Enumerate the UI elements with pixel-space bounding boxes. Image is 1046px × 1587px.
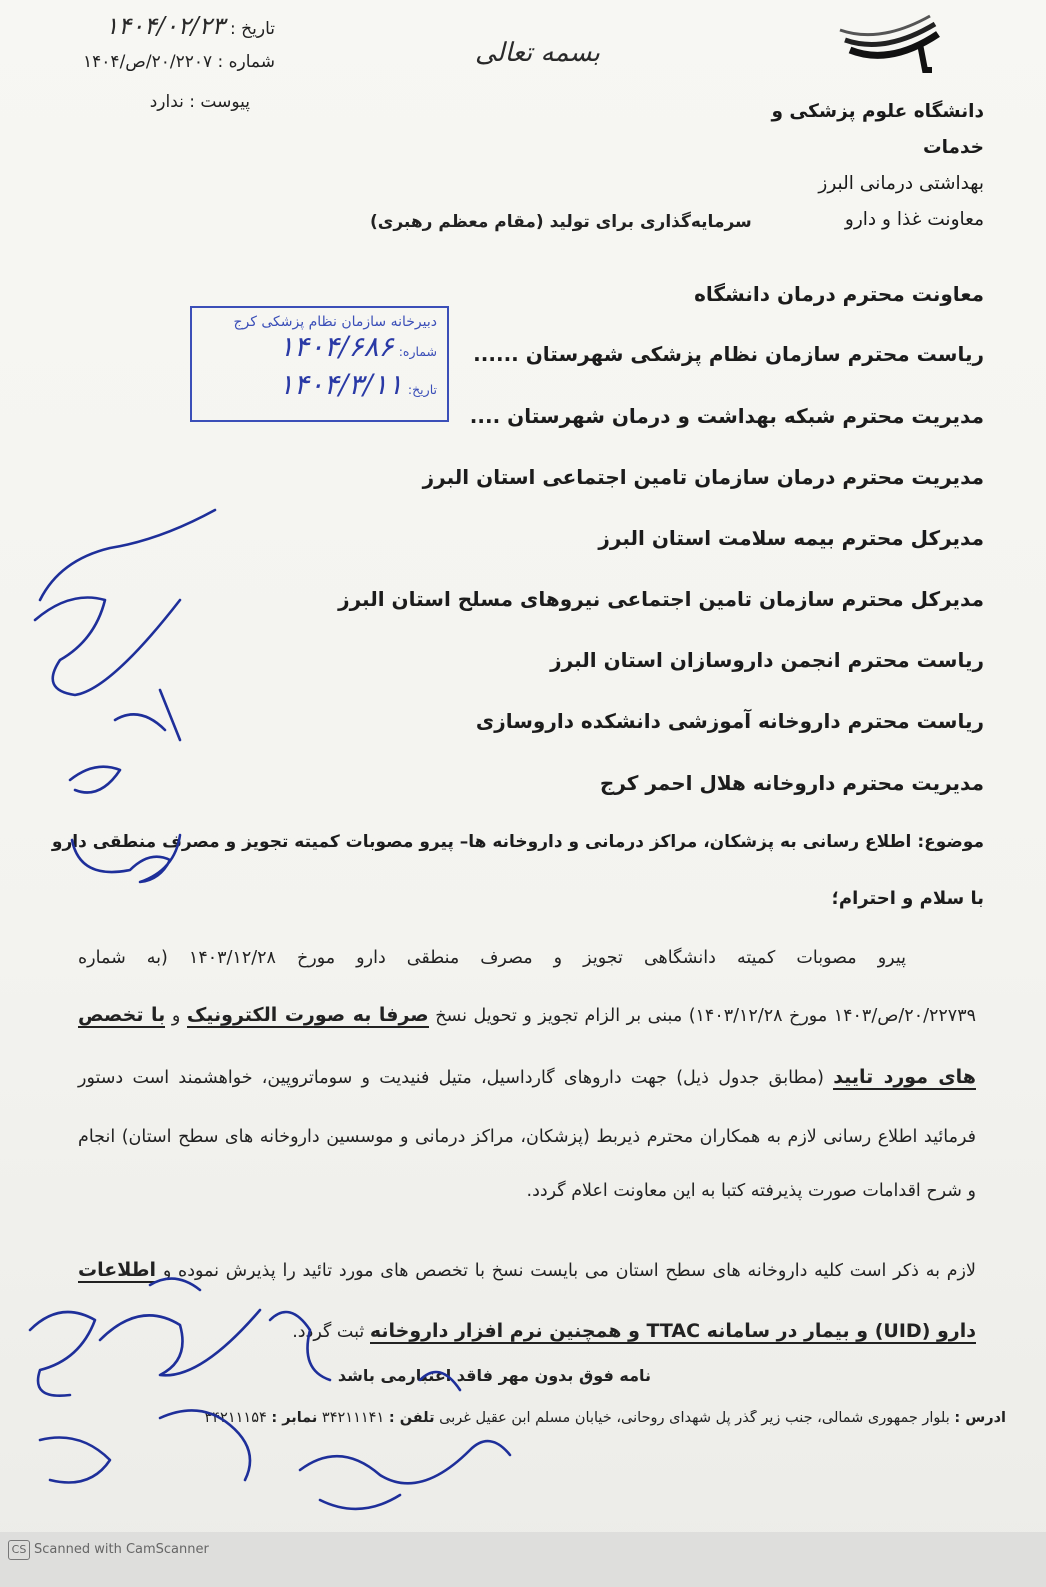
recipient-line: مدیریت محترم شبکه بهداشت و درمان شهرستان .... [469,404,984,428]
attachment-label: پیوست : [189,92,250,112]
subject-text: اطلاع رسانی به پزشکان، مراکز درمانی و داروخانه ها– پیرو مصوبات کمیته تجویز و مصرف منطقی دارو [51,832,912,852]
recipient-line: مدیریت محترم درمان سازمان تامین اجتماعی استان البرز [422,465,984,489]
org-line: دانشگاه علوم پزشکی و خدمات [771,101,984,158]
date-value: ۱۴۰۴/۰۲/۲۳ [105,12,225,40]
address-text: بلوار جمهوری شمالی، جنب زیر گذر پل شهدای روحانی، خیابان مسلم ابن عقیل غربی [439,1410,950,1426]
greeting: با سلام و احترام؛ [831,888,984,909]
date-label: تاریخ : [230,19,275,39]
recipient-line: ریاست محترم سازمان نظام پزشکی شهرستان ...... [473,342,984,366]
body1-emphasis: با تخصص [78,1004,166,1026]
validity-note: نامه فوق بدون مهر فاقد اعتبارمی باشد [337,1366,651,1385]
camscanner-logo-icon: CS [8,1540,30,1560]
address-label: آدرس : [954,1410,1006,1426]
body2-emphasis: اطلاعات [78,1259,157,1281]
body1-text: پیرو مصوبات کمیته دانشگاهی تجویز و مصرف منطقی دارو مورخ ۱۴۰۳/۱۲/۲۸ (به شماره [78,948,906,968]
body1-text: و شرح اقدامات صورت پذیرفته کتبا به این معاونت اعلام گردد. [526,1181,976,1201]
number-label: شماره : [217,52,275,72]
recipient-line: ریاست محترم داروخانه آموزشی دانشکده داروسازی [475,709,984,733]
body2-text: لازم به ذکر است کلیه داروخانه های سطح استان می بایست نسخ با تخصص های مورد تائید را پذیرش نموده و [162,1261,976,1281]
scanner-text: Scanned with CamScanner [34,1542,209,1557]
recipient-line: مدیرکل محترم سازمان تامین اجتماعی نیروهای مسلح استان البرز [338,587,984,611]
fax-label: نمابر : [271,1410,318,1426]
phone-label: تلفن : [388,1410,435,1426]
stamp-date-label: تاریخ: [407,382,437,397]
stamp-title: دبیرخانه سازمان نظام پزشکی کرج [233,314,437,330]
body1-emphasis: های مورد تایید [833,1066,976,1088]
body1-text: و [171,1006,181,1026]
recipient-line: معاونت محترم درمان دانشگاه [694,282,984,306]
body2-emphasis: دارو (UID) و بیمار در سامانه TTAC و همچنین نرم افزار داروخانه [369,1320,976,1342]
recipient-line: مدیرکل محترم بیمه سلامت استان البرز [598,526,984,550]
fax-value: ۳۴۲۱۱۱۵۴ [204,1410,267,1426]
slogan: سرمایه‌گذاری برای تولید (مقام معظم رهبری) [370,212,752,232]
scanner-watermark [8,1540,209,1560]
body1-text: ۲۰/۲۲۷۳۹/ص/۱۴۰۳ مورخ ۱۴۰۳/۱۲/۲۸) مبنی بر الزام تجویز و تحویل نسخ [435,1006,976,1026]
recipient-line: ریاست محترم انجمن داروسازان استان البرز [550,648,984,672]
invocation: بسمه تعالی [475,38,600,68]
org-line: معاونت غذا و دارو [844,209,984,230]
recipient-line: مدیریت محترم داروخانه هلال احمر کرج [599,771,984,795]
attachment-value: ندارد [149,92,184,112]
org-line: بهداشتی درمانی البرز [818,173,984,194]
subject-label: موضوع: [917,832,984,852]
stamp-date-value: ۱۴۰۴/۳/۱۱ [278,368,403,401]
number-value: ۲۰/۲۲۰۷/ص/۱۴۰۴ [83,52,213,72]
body2-text: ثبت گردد. [292,1322,365,1342]
stamp-number-label: شماره: [398,344,437,359]
phone-value: ۳۴۲۱۱۱۴۱ [321,1410,385,1426]
body1-emphasis: صرفا به صورت الکترونیک [186,1004,429,1026]
body1-text: فرمائید اطلاع رسانی لازم به همکاران محترم ذیربط (پزشکان، مراکز درمانی و موسسین داروخانه های سطح استان) انجام [78,1127,976,1147]
stamp-number-value: ۱۴۰۴/۶۸۶ [278,330,394,363]
body1-text: (مطابق جدول ذیل) جهت داروهای گارداسیل، متیل فنیدیت و سوماتروپین، خواهشمند است دستور [78,1068,824,1088]
